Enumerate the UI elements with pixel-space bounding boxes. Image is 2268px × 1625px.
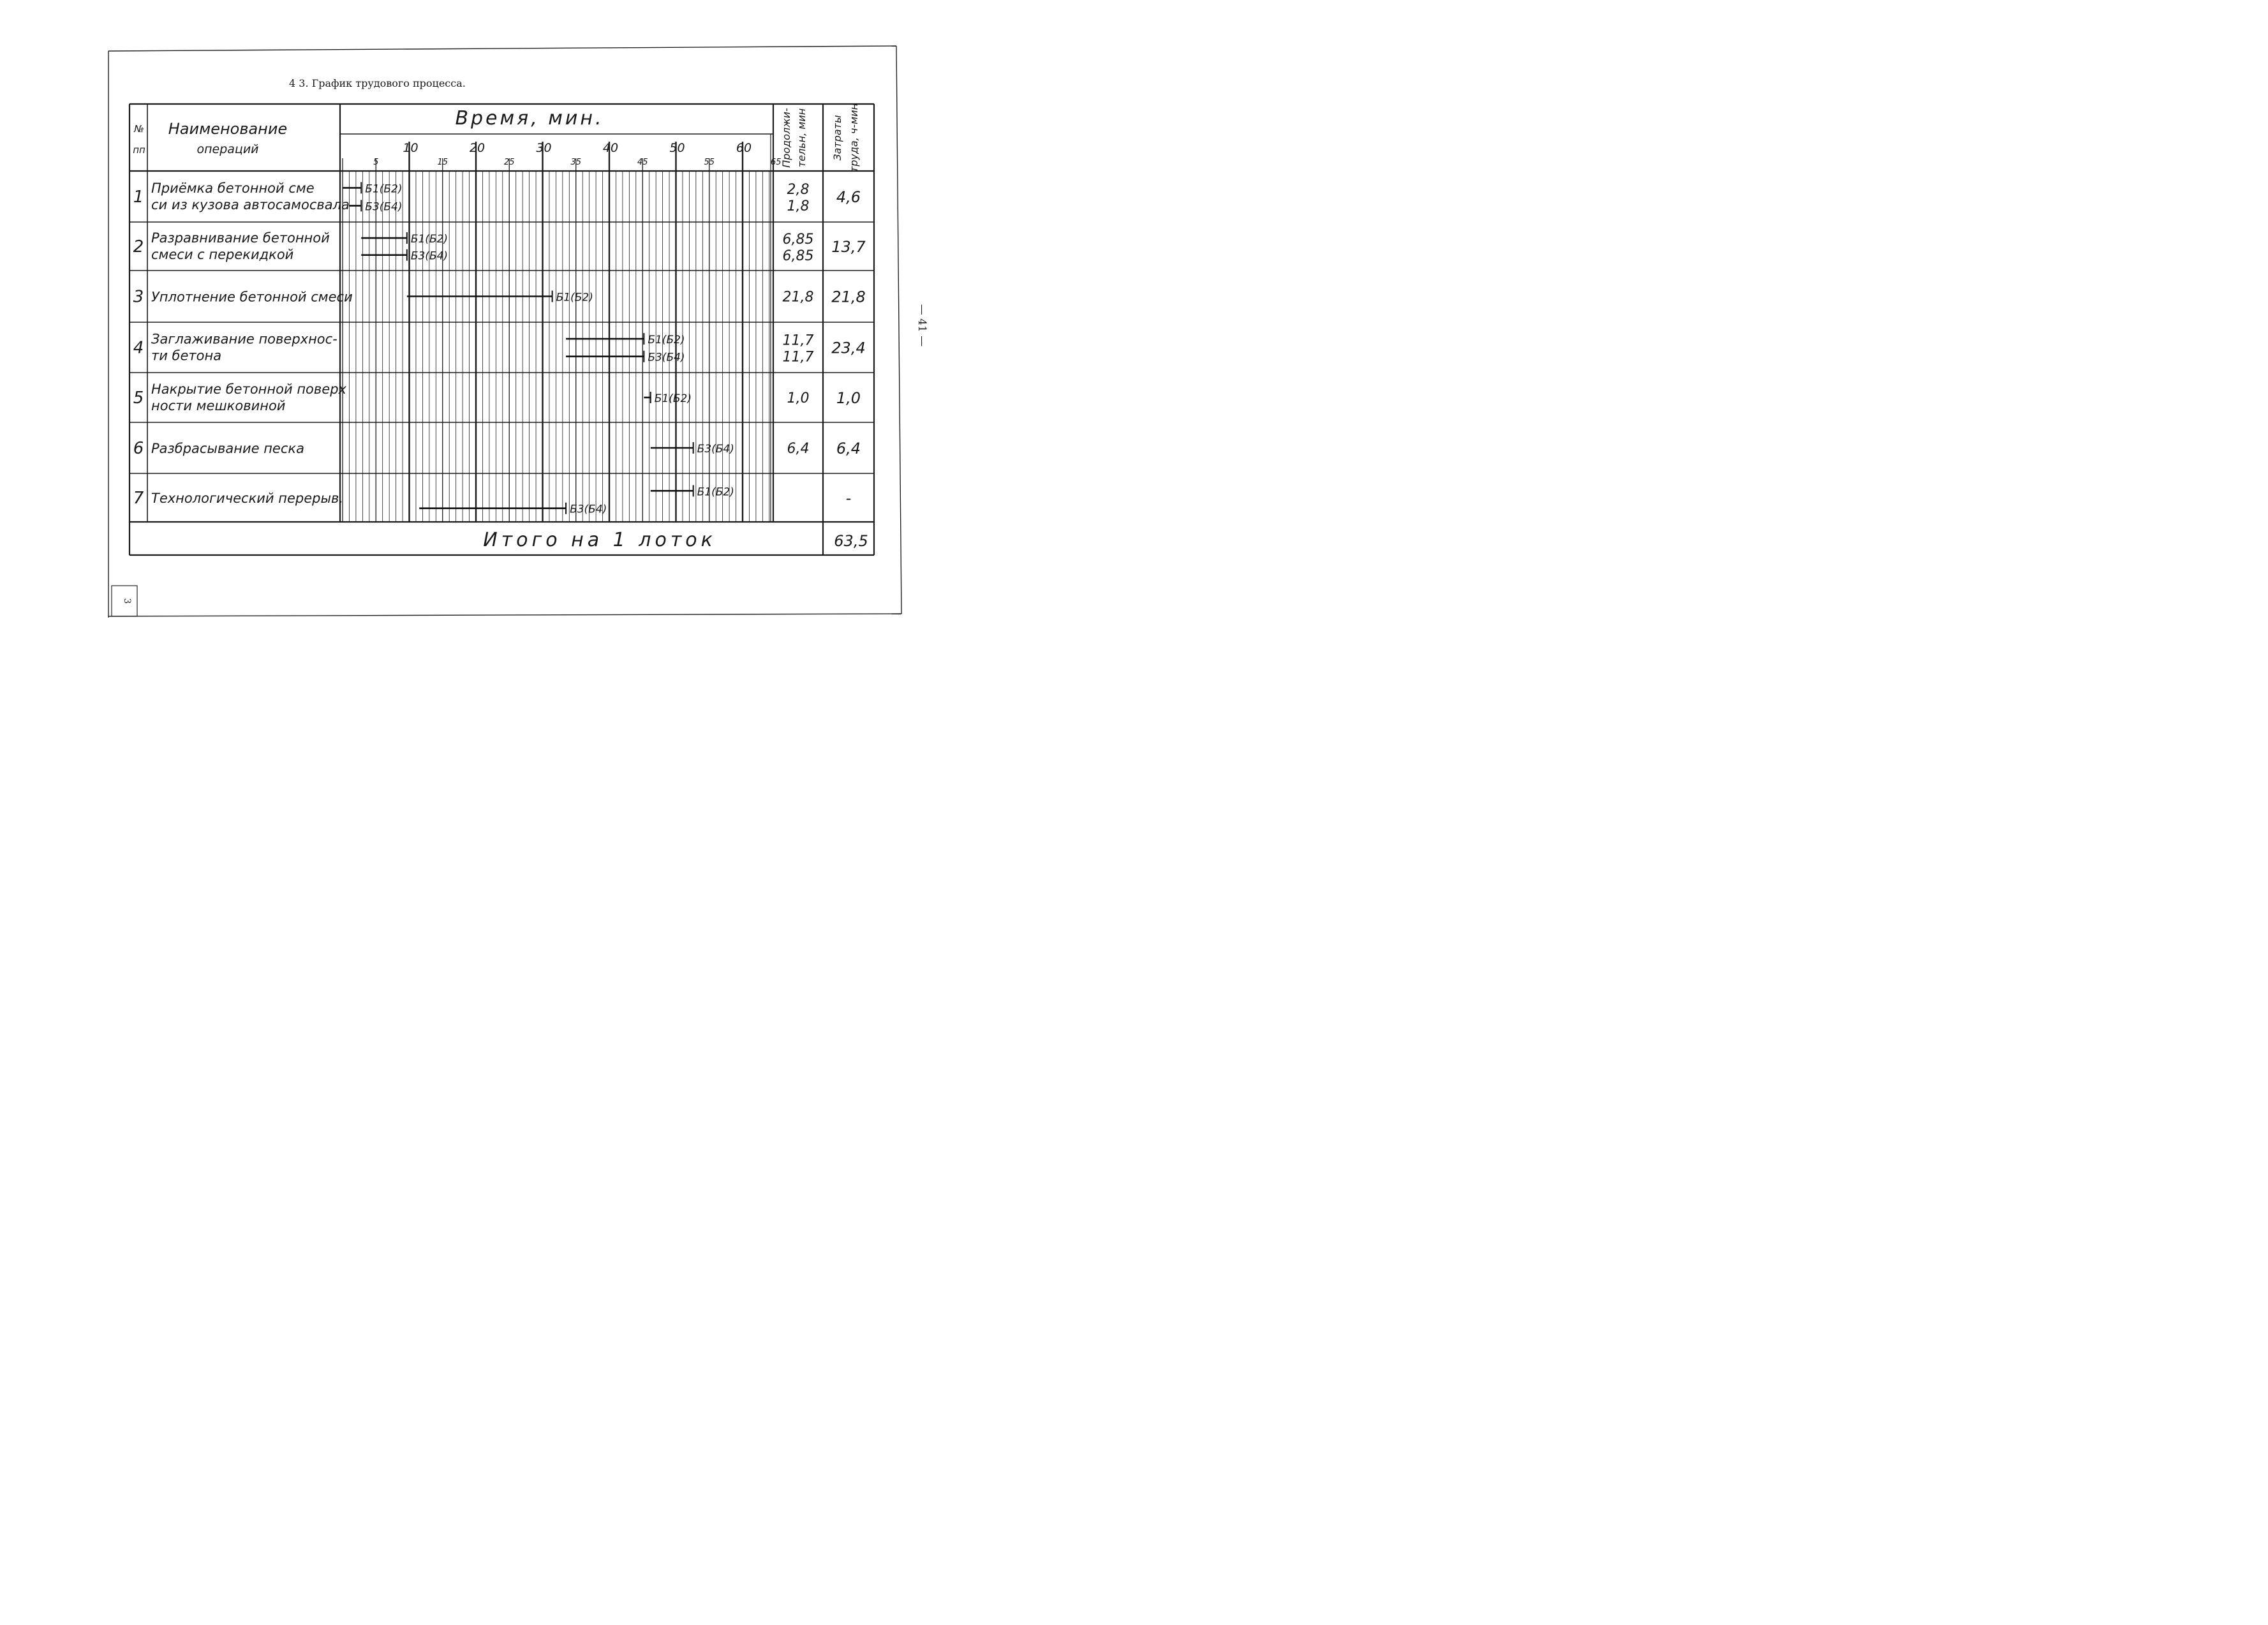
row-name-line: Технологический перерыв.	[151, 491, 344, 506]
row-name-line: ности мешковиной	[151, 398, 286, 413]
bar-label: Б3(Б4)	[648, 351, 685, 364]
tick-label-minor: 15	[437, 158, 448, 167]
header-labor-line1: Затраты	[831, 115, 843, 161]
row-labor: 6,4	[836, 440, 861, 457]
row-labor: -	[845, 489, 852, 507]
tick-label-major: 30	[536, 141, 552, 155]
row-name-line: Уплотнение бетонной смеси	[151, 289, 353, 305]
bar-label: Б3(Б4)	[697, 443, 734, 456]
tick-label-minor: 65	[770, 158, 782, 167]
row-name-line: Разравнивание бетонной	[151, 230, 330, 246]
row-duration: 6,85	[782, 232, 814, 248]
bar-label: Б1(Б2)	[410, 233, 448, 246]
bar-label: Б1(Б2)	[365, 182, 403, 196]
header-duration	[780, 108, 808, 168]
page-number: — 41 —	[915, 304, 928, 347]
total-value: 63,5	[834, 532, 868, 550]
header-num	[133, 123, 145, 156]
header-name-line1: Наименование	[168, 120, 288, 138]
row-labor: 21,8	[831, 288, 866, 306]
bar-label: Б1(Б2)	[556, 291, 593, 304]
row-name-line: си из кузова автосамосвала	[151, 197, 350, 212]
total-label: Итого на 1 лоток	[483, 529, 716, 551]
margin-box	[112, 586, 137, 616]
row-number: 5	[133, 389, 144, 408]
row-duration: 11,7	[782, 332, 814, 349]
tick-label-major: 50	[669, 141, 685, 155]
row-name-line: смеси с перекидкой	[151, 247, 294, 262]
row-number: 7	[133, 489, 144, 508]
time-grid	[343, 134, 771, 522]
row-number: 2	[133, 237, 144, 256]
bar-label: Б3(Б4)	[365, 200, 403, 214]
bar-label: Б3(Б4)	[570, 503, 607, 516]
tick-label-minor: 35	[570, 158, 582, 167]
row-labor: 4,6	[836, 188, 861, 206]
header-labor	[831, 103, 860, 172]
row-duration: 6,4	[787, 441, 810, 457]
header-num-line1: №	[134, 123, 144, 135]
tick-label-minor: 45	[637, 158, 648, 167]
table-row	[133, 382, 861, 413]
row-duration: 1,8	[787, 198, 810, 214]
row-name-line: Разбрасывание песка	[151, 441, 304, 456]
header-name	[168, 120, 288, 156]
header-name-line2: операций	[196, 142, 259, 156]
tick-label-minor: 25	[503, 158, 515, 167]
tick-label-major: 10	[403, 141, 419, 155]
caption: 4 3. График трудового процесса.	[289, 77, 466, 89]
row-number: 4	[133, 338, 144, 358]
row-number: 3	[133, 287, 144, 307]
table-row	[133, 489, 852, 508]
bar-label: Б1(Б2)	[654, 392, 692, 405]
row-duration: 2,8	[787, 182, 810, 198]
header-time: Время, мин.	[455, 107, 604, 130]
header-duration-line2: тельн, мин	[796, 108, 808, 168]
bar-label: Б3(Б4)	[410, 249, 448, 263]
row-number: 1	[133, 188, 144, 207]
row-labor: 13,7	[831, 238, 866, 256]
header-num-line2: пп	[133, 144, 145, 156]
tick-label-minor: 55	[704, 158, 715, 167]
margin-mark: 3	[122, 598, 132, 604]
tick-label-major: 20	[469, 141, 485, 155]
table-row	[133, 181, 861, 214]
tick-label-major: 40	[602, 141, 619, 155]
row-name-line: Накрытие бетонной поверх	[151, 382, 346, 397]
row-name-line: ти бетона	[151, 348, 222, 364]
row-number: 6	[133, 439, 144, 458]
table-row	[133, 439, 861, 458]
header-duration-line1: Продолжи-	[780, 108, 792, 168]
header-labor-line2: труда, ч-мин	[848, 103, 860, 173]
row-name-line: Заглаживание поверхнос-	[151, 331, 337, 347]
row-labor: 1,0	[836, 389, 861, 407]
bar-label: Б1(Б2)	[648, 334, 685, 347]
row-duration: 1,0	[787, 390, 810, 406]
row-duration: 11,7	[782, 349, 814, 366]
tick-label-minor: 5	[373, 158, 379, 167]
tick-label-major: 60	[736, 141, 752, 155]
row-name-line: Приёмка бетонной сме	[151, 181, 315, 196]
time-tick-labels	[373, 141, 781, 167]
row-labor: 23,4	[831, 339, 866, 357]
row-duration: 21,8	[782, 289, 814, 306]
row-duration: 6,85	[782, 248, 814, 264]
document-sheet	[0, 0, 1000, 716]
bar-label: Б1(Б2)	[697, 486, 734, 499]
